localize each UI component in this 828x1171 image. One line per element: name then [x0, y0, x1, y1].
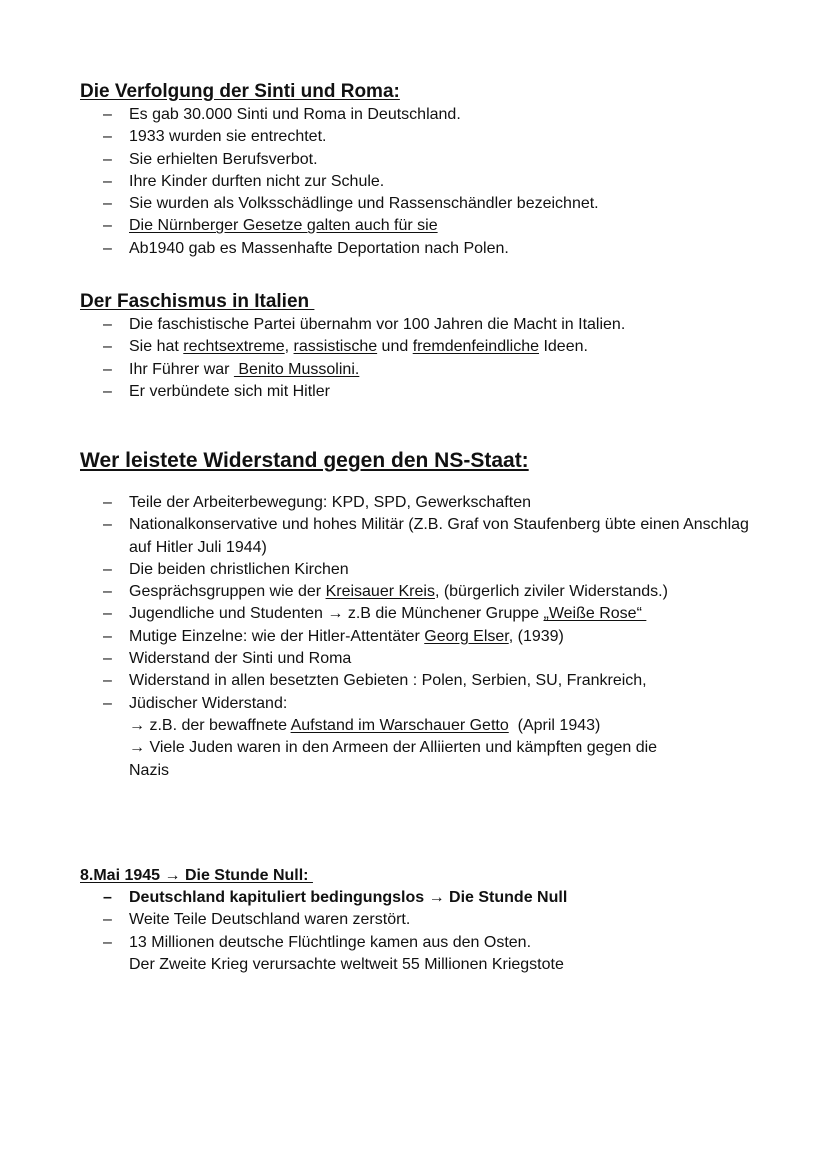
list-item: – Ihre Kinder durften nicht zur Schule.: [80, 171, 780, 193]
text: Jugendliche und Studenten → z.B die Münchener Gruppe: [129, 605, 544, 623]
list-item: – 1933 wurden sie entrechtet.: [80, 126, 780, 148]
list-item: [80, 359, 780, 381]
text-line: – 13 Millionen deutsche Flüchtlinge kamen aus den Osten.: [129, 933, 532, 951]
list-item: [80, 932, 780, 977]
text: Ideen.: [539, 338, 588, 356]
list-item: – Ab1940 gab es Massenhafte Deportation nach Polen.: [80, 238, 780, 260]
section-sinti-roma: [80, 80, 780, 260]
text-line: → Viele Juden waren in den Armeen der Alliierten und kämpften gegen die: [129, 739, 658, 757]
link-fremdenfeindliche[interactable]: fremdenfeindliche: [412, 338, 539, 356]
section-faschismus-italien: [80, 290, 780, 403]
text: → z.B. der bewaffnete: [129, 716, 291, 734]
list-faschismus-italien: [80, 314, 780, 403]
text: und: [377, 338, 413, 356]
link-benito-mussolini[interactable]: Benito Mussolini.: [233, 360, 360, 378]
list-item: [80, 626, 752, 648]
list-item: – Deutschland kapituliert bedingungslos → Die Stunde Null: [80, 887, 780, 909]
list-item: – Er verbündete sich mit Hitler: [80, 381, 780, 403]
text-line: Nazis: [129, 761, 170, 779]
list-item: – Sie wurden als Volksschädlinge und Rassenschändler bezeichnet.: [80, 193, 780, 215]
list-item: – Widerstand der Sinti und Roma: [80, 648, 752, 670]
text: Gesprächsgruppen wie der: [129, 583, 326, 601]
section-widerstand: [80, 447, 780, 782]
heading-sinti-roma: Die Verfolgung der Sinti und Roma:: [80, 81, 400, 102]
text: , (bürgerlich ziviler Widerstands.): [434, 583, 668, 601]
list-item: – Nationalkonservative und hohes Militär (Z.B. Graf von Staufenberg übte einen Anschlag auf Hitler Juli 1944): [80, 514, 752, 559]
link-nuernberger-gesetze[interactable]: Die Nürnberger Gesetze galten auch für sie: [129, 217, 438, 235]
heading-stunde-null: 8.Mai 1945 → Die Stunde Null:: [80, 867, 313, 884]
text: Ihr Führer war: [129, 360, 234, 378]
list-item: – Sie erhielten Berufsverbot.: [80, 149, 780, 171]
link-weisse-rose[interactable]: „Weiße Rose“: [543, 605, 647, 623]
link-aufstand-warschauer-getto[interactable]: Aufstand im Warschauer Getto: [290, 716, 509, 734]
heading-widerstand: Wer leistete Widerstand gegen den NS-Staat:: [80, 449, 529, 472]
list-item: – Es gab 30.000 Sinti und Roma in Deutschland.: [80, 104, 780, 126]
list-item: [80, 215, 780, 237]
list-stunde-null: [80, 887, 780, 976]
text: Sie hat: [129, 338, 184, 356]
list-sinti-roma: [80, 104, 780, 260]
text-line: Der Zweite Krieg verursachte weltweit 55 Millionen Kriegstote: [129, 955, 564, 973]
link-kreisauer-kreis[interactable]: Kreisauer Kreis: [325, 583, 435, 601]
list-item: – Die beiden christlichen Kirchen: [80, 559, 752, 581]
list-item: – Weite Teile Deutschland waren zerstört.: [80, 909, 780, 931]
link-rechtsextreme[interactable]: rechtsextreme: [183, 338, 285, 356]
text: – Jüdischer Widerstand:: [129, 694, 288, 712]
text: , (1939): [508, 627, 564, 645]
list-item: – Widerstand in allen besetzten Gebieten : Polen, Serbien, SU, Frankreich,: [80, 670, 752, 692]
link-georg-elser[interactable]: Georg Elser: [424, 627, 509, 645]
list-item: – Teile der Arbeiterbewegung: KPD, SPD, Gewerkschaften: [80, 492, 752, 514]
text: ,: [284, 338, 294, 356]
list-item: [80, 336, 780, 358]
text: Mutige Einzelne: wie der Hitler-Attentäter: [129, 627, 425, 645]
list-widerstand: [80, 492, 752, 782]
list-item: [80, 693, 752, 782]
list-item: [80, 581, 752, 603]
list-item: [80, 603, 752, 625]
text-line: [129, 715, 752, 737]
list-item: – Die faschistische Partei übernahm vor 100 Jahren die Macht in Italien.: [80, 314, 780, 336]
link-rassistische[interactable]: rassistische: [293, 338, 378, 356]
heading-faschismus-italien: Der Faschismus in Italien: [80, 291, 315, 312]
section-stunde-null: [80, 865, 780, 976]
text: (April 1943): [508, 716, 601, 734]
